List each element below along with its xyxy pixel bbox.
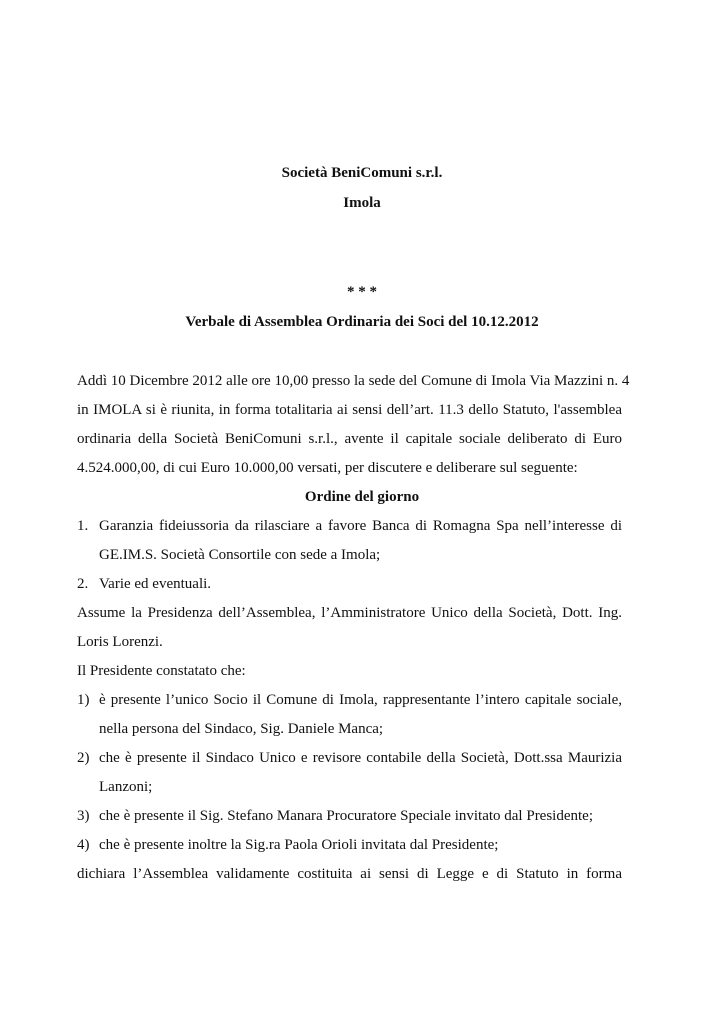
finding-line: è presente l’unico Socio il Comune di Imola, rappresentante l’intero capitale sociale, — [99, 692, 622, 708]
presidency-line: Assume la Presidenza dell’Assemblea, l’Amministratore Unico della Società, Dott. Ing. — [77, 605, 622, 621]
finding-line: che è presente inoltre la Sig.ra Paola Orioli invitata dal Presidente; — [99, 837, 499, 853]
company-city: Imola — [343, 195, 381, 211]
finding-number: 3) — [77, 808, 90, 824]
section-separator: * * * — [347, 284, 377, 300]
presidency-line: Loris Lorenzi. — [77, 634, 163, 650]
agenda-item-number: 2. — [77, 576, 89, 592]
finding-number: 2) — [77, 750, 90, 766]
finding-line: nella persona del Sindaco, Sig. Daniele Manca; — [99, 721, 384, 737]
intro-line: ordinaria della Società BeniComuni s.r.l., avente il capitale sociale deliberato di Euro — [77, 431, 622, 447]
company-name: Società BeniComuni s.r.l. — [281, 165, 443, 181]
finding-number: 4) — [77, 837, 90, 853]
closing-line: dichiara l’Assemblea validamente costituita ai sensi di Legge e di Statuto in forma — [77, 866, 622, 882]
agenda-heading: Ordine del giorno — [304, 489, 420, 505]
document-title: Verbale di Assemblea Ordinaria dei Soci del 10.12.2012 — [185, 314, 539, 330]
intro-line: Addì 10 Dicembre 2012 alle ore 10,00 presso la sede del Comune di Imola Via Mazzini n. 4 — [77, 373, 630, 389]
president-intro: Il Presidente constatato che: — [77, 663, 246, 679]
intro-line: 4.524.000,00, di cui Euro 10.000,00 versati, per discutere e deliberare sul seguente: — [77, 460, 578, 476]
finding-line: che è presente il Sindaco Unico e revisore contabile della Società, Dott.ssa Maurizia — [99, 750, 622, 766]
intro-line: in IMOLA si è riunita, in forma totalitaria ai sensi dell’art. 11.3 dello Statuto, l'assemblea — [77, 402, 622, 418]
finding-number: 1) — [77, 692, 90, 708]
agenda-item-line: Garanzia fideiussoria da rilasciare a favore Banca di Romagna Spa nell’interesse di — [99, 518, 622, 534]
agenda-item-line: Varie ed eventuali. — [99, 576, 212, 592]
agenda-item-line: GE.IM.S. Società Consortile con sede a Imola; — [99, 547, 381, 563]
agenda-item-number: 1. — [77, 518, 89, 534]
finding-line: che è presente il Sig. Stefano Manara Procuratore Speciale invitato dal Presidente; — [99, 808, 593, 824]
finding-line: Lanzoni; — [99, 779, 153, 795]
